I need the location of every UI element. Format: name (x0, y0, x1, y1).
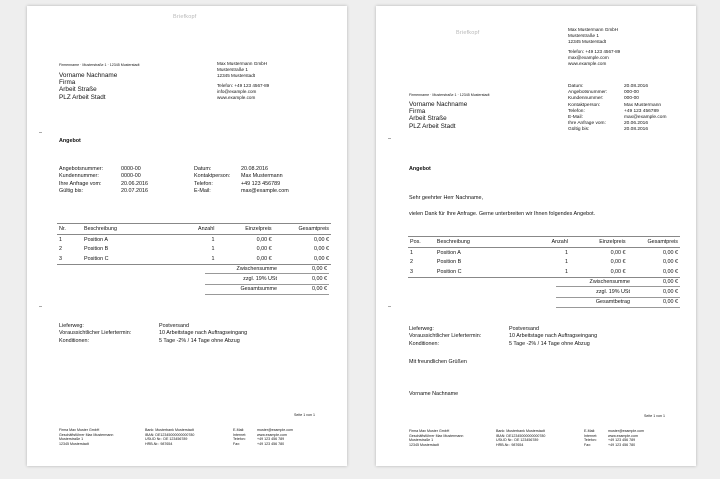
cell: 1 (211, 246, 215, 253)
table-header (408, 237, 680, 248)
fold-mark (39, 306, 42, 307)
footer-line: E-Mail: (584, 429, 596, 433)
footer-line: IBAN: DE12345000000000780 (145, 432, 195, 437)
total-label: Zwischensumme (236, 265, 277, 272)
table-row (408, 258, 680, 268)
page-number: Seite 1 von 1 (644, 414, 665, 418)
meta-value: 0000-00 (121, 173, 141, 180)
total-value: 0,00 € (312, 286, 327, 293)
footer-line: Musterstraße 1 (59, 437, 84, 442)
fold-mark (388, 306, 391, 307)
meta-value: +49 123 456789 (624, 108, 659, 114)
meta-value: +49 123 456789 (241, 180, 281, 187)
footer-company (59, 428, 113, 446)
cell: Position B (83, 246, 109, 253)
total-label: zzgl. 19% USt (596, 288, 630, 295)
col-header: Nr. (57, 224, 82, 235)
meta-label: E-Mail: (568, 114, 583, 120)
meta-value: 20.06.2016 (624, 121, 649, 127)
footer-line: Firma Max Muster GmbH (59, 428, 100, 432)
total-label: zzgl. 19% USt (243, 275, 277, 282)
fold-mark (388, 138, 391, 139)
condition-label: Voraussichtlicher Liefertermin: (59, 330, 132, 337)
footer-line: 12345 Musterstadt (409, 442, 439, 447)
cell: 1 (178, 254, 217, 264)
footer-line: +49 123 456 780 (257, 441, 285, 446)
meta-value: 000-00 (624, 90, 639, 96)
line-items-table (408, 236, 680, 278)
footer-line: HRB-Nr.: 987654 (496, 442, 524, 447)
recipient-company: Firma (409, 108, 426, 116)
footer-line: +49 123 456 780 (608, 442, 636, 447)
recipient-street: Arbeit Straße (59, 86, 97, 94)
meta-label: Ihre Anfrage vom: (59, 180, 102, 187)
page-number: Seite 1 von 1 (294, 413, 315, 417)
meta-value: 000-00 (624, 96, 639, 102)
company-city: 12345 Musterstadt (217, 73, 256, 78)
letterhead-logo: Briefkopf (456, 30, 480, 36)
footer-line: Fax: (584, 442, 591, 447)
recipient-name: Vorname Nachname (409, 101, 468, 108)
company-address (568, 27, 620, 67)
cell: 1 (530, 267, 570, 277)
recipient-address (59, 72, 117, 101)
offer-page-1 (27, 6, 347, 466)
condition-label: Lieferweg: (59, 323, 84, 329)
sender-line: Firmenname · Musterstraße 1 · 12345 Musterstadt (59, 63, 140, 67)
company-web: www.example.com (217, 95, 256, 100)
cell: 1 (59, 236, 62, 243)
table-row (57, 245, 331, 255)
footer-bank (496, 429, 545, 447)
footer-line: www.example.com (257, 432, 287, 437)
footer-line: Geschäftsführer Max Mustermann (409, 433, 464, 438)
company-email: max@example.com (568, 55, 609, 60)
condition-label: Konditionen: (59, 337, 89, 344)
intro-text: vielen Dank für Ihre Anfrage. Gerne unterbreiten wir Ihnen folgendes Angebot. (409, 211, 596, 217)
company-city: 12345 Musterstadt (568, 39, 607, 44)
col-header: Anzahl (530, 237, 570, 248)
meta-label: Angebotsnummer: (568, 90, 608, 96)
condition-label: Lieferweg: (409, 326, 434, 332)
document-title: Angebot (59, 138, 81, 144)
document-title: Angebot (409, 166, 431, 172)
company-email: info@example.com (217, 89, 257, 94)
col-header: Gesamtpreis (274, 224, 331, 235)
cell: 3 (57, 254, 82, 264)
meta-label: Telefon: (568, 108, 585, 114)
offer-meta-left (59, 166, 189, 196)
footer-contact-values (608, 429, 644, 447)
meta-value: 20.07.2016 (121, 188, 148, 195)
cell: 0,00 € (256, 236, 272, 243)
footer-line: HRB-Nr.: 987654 (145, 441, 173, 446)
meta-label: Telefon: (194, 180, 213, 187)
footer-line: Internet: (584, 433, 598, 438)
col-header: Einzelpreis (217, 224, 274, 235)
cell: 0,00 € (663, 249, 678, 256)
company-web: www.example.com (568, 61, 607, 66)
footer-line: muster@example.com (608, 429, 645, 433)
footer-company (409, 429, 463, 447)
meta-value: max@example.com (241, 188, 289, 195)
table-row (57, 234, 331, 244)
meta-label: Kundennummer: (59, 173, 99, 180)
company-phone: Telefon: +49 123 4567-89 (568, 49, 621, 54)
totals-block (205, 264, 329, 295)
total-label: Zwischensumme (589, 278, 630, 285)
cell: Position A (83, 236, 108, 243)
recipient-city: PLZ Arbeit Stadt (59, 93, 106, 101)
company-phone: Telefon: +49 123 4567-89 (217, 83, 270, 88)
meta-label: Kundennummer: (568, 96, 604, 102)
col-header: Beschreibung (82, 224, 178, 235)
footer-line: Internet: (233, 432, 247, 437)
cell: 3 (408, 267, 435, 277)
footer-contact-labels (584, 429, 597, 447)
letterhead-logo: Briefkopf (173, 14, 197, 20)
footer-line: Musterstraße 1 (409, 438, 434, 443)
offer-meta (568, 84, 678, 134)
footer-line: IBAN: DE12345000000000780 (496, 433, 546, 438)
condition-label: Konditionen: (409, 340, 439, 347)
footer-line: USt-ID Nr.: DE 123456789 (496, 438, 539, 443)
cell: 0,00 € (217, 254, 274, 264)
cell: Position B (436, 259, 462, 266)
company-street: Musterstraße 1 (217, 67, 248, 72)
total-value: 0,00 € (663, 299, 678, 306)
cell: 0,00 € (628, 267, 680, 277)
company-street: Musterstraße 1 (568, 33, 599, 38)
cell: Position C (435, 267, 530, 277)
cell: Position C (82, 254, 178, 264)
table-row (408, 247, 680, 257)
col-header: Anzahl (178, 224, 217, 235)
meta-value: 20.08.2016 (624, 84, 649, 89)
total-value: 0,00 € (312, 265, 327, 272)
cell: 1 (564, 249, 568, 256)
condition-value: 5 Tage -2% / 14 Tage ohne Abzug (509, 340, 590, 347)
cell: 0,00 € (663, 259, 678, 266)
condition-value: Postversand (159, 323, 189, 329)
greeting: Sehr geehrter Herr Nachname, (409, 195, 484, 201)
footer-line: Telefon: (233, 437, 246, 442)
footer-line: Fax: (233, 441, 240, 446)
cell: 0,00 € (256, 246, 272, 253)
condition-value: 5 Tage -2% / 14 Tage ohne Abzug (159, 337, 240, 344)
company-name: Max Mustermann GmbH (568, 27, 619, 32)
meta-label: Datum: (568, 84, 584, 89)
cell: 1 (410, 249, 413, 256)
meta-value: max@example.com (624, 114, 667, 120)
footer-line: +49 123 456 789 (608, 438, 636, 443)
signature-name: Vorname Nachname (409, 391, 459, 397)
col-header: Gesamtpreis (628, 237, 680, 248)
cell: 0,00 € (610, 259, 626, 266)
cell: 0,00 € (610, 249, 626, 256)
meta-value: Max Mustermann (624, 102, 662, 108)
meta-value: 0000-00 (121, 166, 141, 172)
footer-line: muster@example.com (257, 428, 294, 432)
cell: 0,00 € (314, 236, 329, 243)
cell: 1 (211, 236, 215, 243)
cell: 2 (410, 259, 413, 266)
cell: 0,00 € (570, 267, 628, 277)
footer-line: Geschäftsführer Max Mustermann (59, 432, 114, 437)
conditions (59, 323, 309, 345)
col-header: Beschreibung (435, 237, 530, 248)
footer-contact-values (257, 428, 293, 446)
line-items-table (57, 223, 331, 265)
total-value: 0,00 € (663, 288, 678, 295)
meta-label: Angebotsnummer: (59, 166, 104, 172)
recipient-address (409, 101, 467, 130)
footer-line: Bank: Musterbank Musterstadt (145, 428, 194, 432)
cell: Position A (436, 249, 461, 256)
closing: Mit freundlichen Grüßen (409, 359, 467, 365)
condition-value: 10 Arbeitstage nach Auftragseingang (509, 333, 598, 340)
totals-block (556, 277, 680, 308)
cell: 1 (564, 259, 568, 266)
condition-value: Postversand (509, 326, 539, 332)
col-header: Einzelpreis (570, 237, 628, 248)
meta-label: Kontaktperson: (568, 102, 601, 108)
footer-line: E-Mail: (233, 428, 245, 432)
footer-line: Firma Max Muster GmbH (409, 429, 450, 433)
total-value: 0,00 € (312, 275, 327, 282)
total-label: Gesamtbetrag (595, 299, 630, 306)
meta-value: Max Mustermann (241, 173, 283, 180)
recipient-company: Firma (59, 79, 76, 87)
footer-line: 12345 Musterstadt (59, 441, 89, 446)
footer-contact-labels (233, 428, 246, 446)
condition-value: 10 Arbeitstage nach Auftragseingang (159, 330, 248, 337)
col-header: Pos. (408, 237, 435, 248)
footer-line: +49 123 456 789 (257, 437, 285, 442)
meta-label: Ihre Anfrage vom: (568, 121, 606, 127)
meta-label: Gültig bis: (59, 188, 83, 195)
total-label: Gesamtsumme (240, 286, 277, 293)
recipient-street: Arbeit Straße (409, 115, 447, 123)
footer-line: Telefon: (584, 438, 597, 443)
meta-label: E-Mail: (194, 188, 211, 195)
company-name: Max Mustermann GmbH (217, 61, 268, 66)
total-value: 0,00 € (663, 278, 678, 285)
meta-label: Gültig bis: (568, 127, 590, 133)
offer-page-2 (376, 6, 696, 466)
meta-value: 20.08.2016 (241, 166, 268, 172)
sender-line: Firmenname · Musterstraße 1 · 12345 Musterstadt (409, 93, 490, 97)
footer-line: USt-ID Nr.: DE 123456789 (145, 437, 188, 442)
company-address (217, 61, 269, 101)
meta-label: Kontaktperson: (194, 173, 231, 180)
fold-mark (39, 132, 42, 133)
meta-value: 20.08.2016 (624, 127, 649, 133)
meta-value: 20.06.2016 (121, 180, 148, 187)
condition-label: Voraussichtlicher Liefertermin: (409, 333, 482, 340)
conditions (409, 326, 659, 348)
recipient-name: Vorname Nachname (59, 72, 118, 79)
cell: 0,00 € (274, 254, 331, 264)
cell: 2 (59, 246, 62, 253)
offer-meta-right (194, 166, 324, 196)
footer-line: www.example.com (608, 433, 638, 438)
footer-bank (145, 428, 194, 446)
cell: 0,00 € (314, 246, 329, 253)
recipient-city: PLZ Arbeit Stadt (409, 122, 456, 130)
meta-label: Datum: (194, 166, 212, 172)
footer-line: Bank: Musterbank Musterstadt (496, 429, 545, 433)
table-header (57, 224, 331, 235)
